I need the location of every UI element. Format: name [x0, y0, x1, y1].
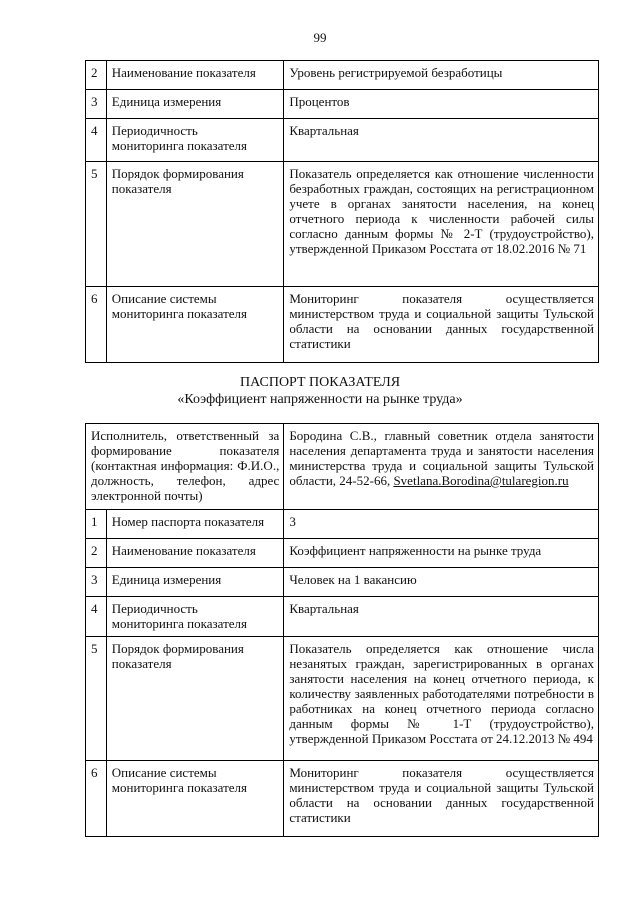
row-name: Наименование показателя — [106, 539, 284, 568]
row-name: Номер паспорта показателя — [106, 510, 284, 539]
executor-text: Бородина С.В., главный советник отдела занятости населения департамента труда и занятости населения министерства труда и социальной защиты Тульской области, 24-52-66, — [289, 428, 594, 488]
row-value: Показатель определяется как отношение численности безработных граждан, состоящих на регистрационном учете в органах занятости населения, на конец отчетного периода к численности рабочей силы согласно данным формы № 2-Т (трудоустройство), утвержденной Приказом Росстата от 18.02.2016 № 71 — [284, 162, 599, 287]
row-value: Показатель определяется как отношение числа незанятых граждан, зарегистрированных в органах занятости населения на конец отчетного периода, к количеству заявленных работодателями потребности в работниках на конец отчетного периода согласно данным формы № 1-Т (трудоустройство), утвержденной Приказом Росстата от 24.12.2013 № 494 — [284, 637, 599, 761]
row-value: Коэффициент напряженности на рынке труда — [284, 539, 599, 568]
executor-row — [86, 424, 599, 510]
row-number: 6 — [86, 761, 107, 837]
row-number: 5 — [86, 162, 107, 287]
row-value: 3 — [284, 510, 599, 539]
passport-heading — [0, 374, 640, 408]
row-number: 1 — [86, 510, 107, 539]
row-number: 2 — [86, 539, 107, 568]
row-value: Квартальная — [284, 119, 599, 162]
row-number: 3 — [86, 568, 107, 597]
table-row — [86, 761, 599, 837]
row-number: 4 — [86, 597, 107, 637]
table-row — [86, 287, 599, 363]
page-number: 99 — [313, 30, 327, 45]
row-value: Мониторинг показателя осуществляется министерством труда и социальной защиты Тульской области на основании данных государственной статистики — [284, 287, 599, 363]
executor-value — [284, 424, 599, 510]
row-value: Человек на 1 вакансию — [284, 568, 599, 597]
table-row — [86, 510, 599, 539]
row-number: 2 — [86, 61, 107, 90]
row-number: 4 — [86, 119, 107, 162]
row-name: Наименование показателя — [106, 61, 284, 90]
passport-subtitle: «Коэффициент напряженности на рынке труда» — [177, 392, 463, 407]
passport-title: ПАСПОРТ ПОКАЗАТЕЛЯ — [239, 375, 401, 390]
row-name: Единица измерения — [106, 568, 284, 597]
executor-label: Исполнитель, ответственный за формирование показателя (контактная информация: Ф.И.О., должность, телефон, адрес электронной почты) — [86, 424, 284, 510]
row-name: Порядок формирования показателя — [106, 637, 284, 761]
row-value: Процентов — [284, 90, 599, 119]
row-value: Уровень регистрируемой безработицы — [284, 61, 599, 90]
table-row — [86, 539, 599, 568]
table-row — [86, 90, 599, 119]
row-value: Квартальная — [284, 597, 599, 637]
row-name: Периодичность мониторинга показателя — [106, 119, 284, 162]
row-name: Описание системы мониторинга показателя — [106, 287, 284, 363]
row-name: Порядок формирования показателя — [106, 162, 284, 287]
table-row — [86, 637, 599, 761]
row-name: Периодичность мониторинга показателя — [106, 597, 284, 637]
table-row — [86, 61, 599, 90]
table-row — [86, 597, 599, 637]
indicator-passport-table — [85, 423, 599, 837]
row-number: 5 — [86, 637, 107, 761]
executor-email-link[interactable]: Svetlana.Borodina@tularegion.ru — [393, 473, 569, 488]
row-name: Единица измерения — [106, 90, 284, 119]
row-number: 3 — [86, 90, 107, 119]
row-value: Мониторинг показателя осуществляется министерством труда и социальной защиты Тульской области на основании данных государственной статистики — [284, 761, 599, 837]
indicator-table-previous — [85, 60, 599, 363]
table-row — [86, 162, 599, 287]
table-row — [86, 119, 599, 162]
row-name: Описание системы мониторинга показателя — [106, 761, 284, 837]
row-number: 6 — [86, 287, 107, 363]
table-row — [86, 568, 599, 597]
